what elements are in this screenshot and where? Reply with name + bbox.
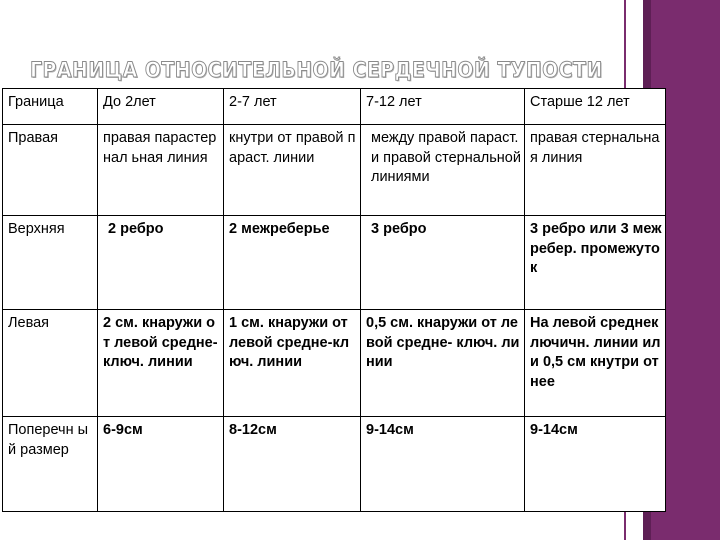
table-cell: правая парастернал ьная линия <box>98 125 224 216</box>
row-label-left: Левая <box>3 310 98 417</box>
table-cell: 2 см. кнаружи от левой средне-ключ. линии <box>98 310 224 417</box>
table-cell: 3 ребро или 3 межребер. промежуток <box>525 216 666 310</box>
table-row-right <box>3 125 666 216</box>
table-cell: 9-14см <box>361 417 525 512</box>
table-row-left <box>3 310 666 417</box>
table-cell: кнутри от правой параст. линии <box>224 125 361 216</box>
row-label-upper: Верхняя <box>3 216 98 310</box>
table-cell: 8-12см <box>224 417 361 512</box>
table-cell: На левой среднеключичн. линии или 0,5 см кнутри от нее <box>525 310 666 417</box>
table-cell: 1 см. кнаружи от левой средне-ключ. линии <box>224 310 361 417</box>
table-header-row <box>3 89 666 125</box>
row-label-right: Правая <box>3 125 98 216</box>
table-cell: 6-9см <box>98 417 224 512</box>
table-cell: между правой параст. и правой стернальной линиями <box>361 125 525 216</box>
header-cell-under-2: До 2лет <box>98 89 224 125</box>
table-cell: 9-14см <box>525 417 666 512</box>
header-cell-border: Граница <box>3 89 98 125</box>
table-row-transverse <box>3 417 666 512</box>
heart-dullness-table <box>2 88 666 512</box>
row-label-transverse: Поперечн ый размер <box>3 417 98 512</box>
table-cell: 0,5 см. кнаружи от левой средне- ключ. линии <box>361 310 525 417</box>
table-cell: 2 межреберье <box>224 216 361 310</box>
table-cell: 2 ребро <box>98 216 224 310</box>
slide-title: ГРАНИЦА ОТНОСИТЕЛЬНОЙ СЕРДЕЧНОЙ ТУПОСТИ <box>30 58 603 82</box>
table-cell: 3 ребро <box>361 216 525 310</box>
header-cell-over-12: Старше 12 лет <box>525 89 666 125</box>
table-row-upper <box>3 216 666 310</box>
table-cell: правая стернальная линия <box>525 125 666 216</box>
header-cell-2-7: 2-7 лет <box>224 89 361 125</box>
header-cell-7-12: 7-12 лет <box>361 89 525 125</box>
